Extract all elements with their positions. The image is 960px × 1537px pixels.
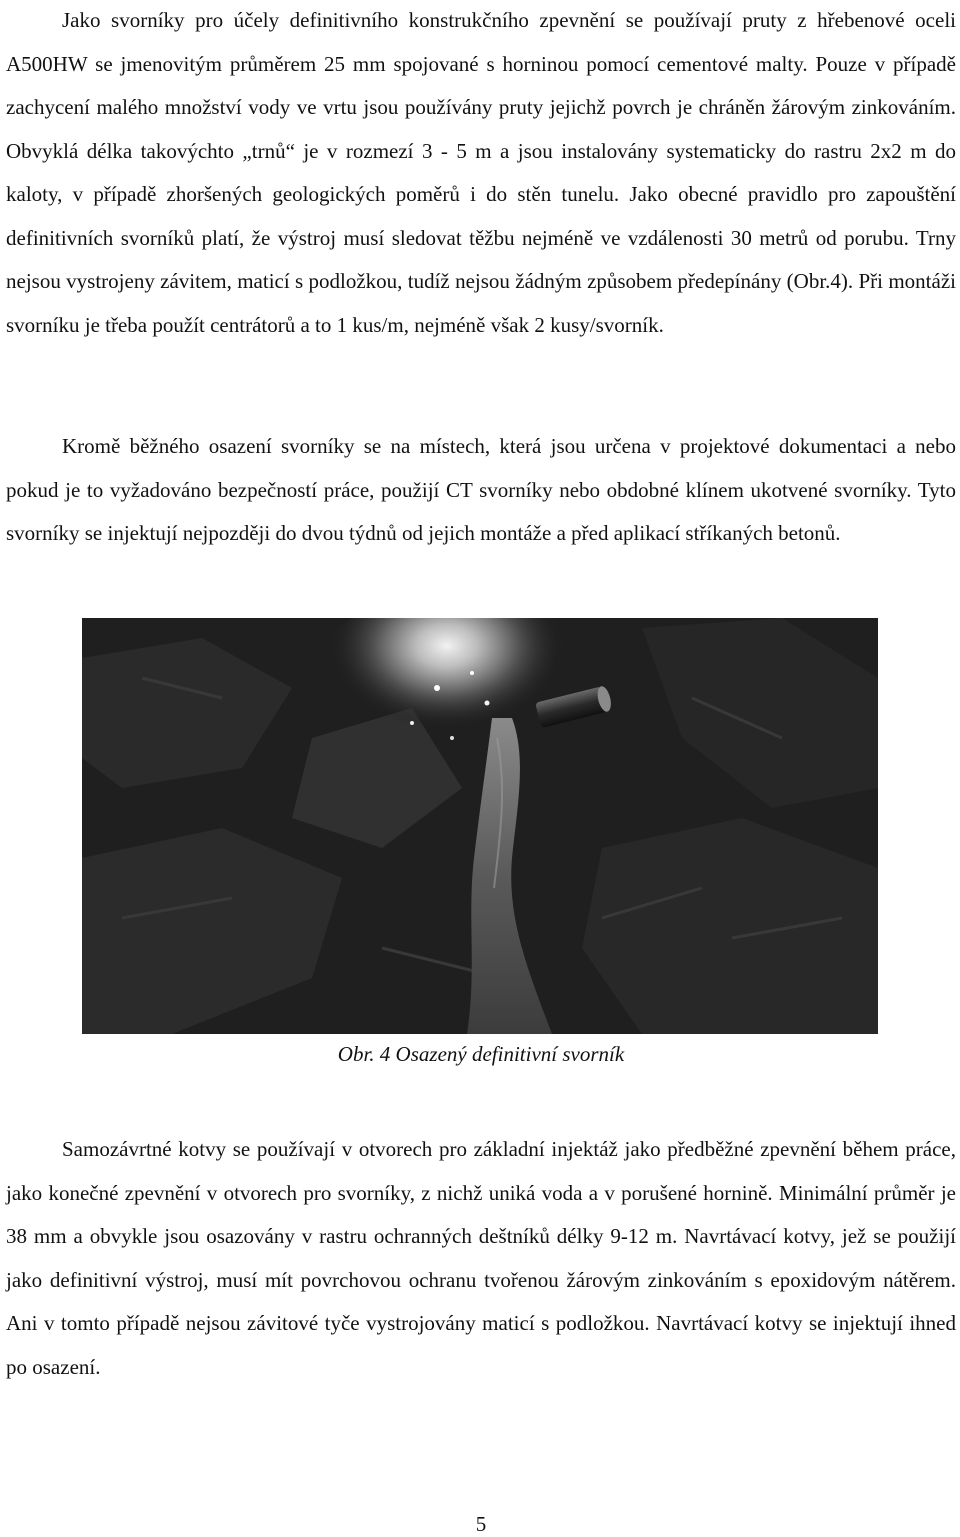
- figure-rock-bolt-photo: [82, 618, 878, 1034]
- paragraph-1: Jako svorníky pro účely definitivního konstrukčního zpevnění se používají pruty z hřebenové oceli A500HW se jmenovitým průměrem 25 mm spojované s horninou pomocí cementové malty. Pouze v případě zachycení malého množství vody ve vrtu jsou používány pruty jejichž povrch je chráněn žárovým zinkováním. Obvyklá délka takovýchto „trnů“ je v rozmezí 3 - 5 m a jsou instalovány systematicky do rastru 2x2 m do kaloty, v případě zhoršených geologických poměrů i do stěn tunelu. Jako obecné pravidlo pro zapouštění definitivních svorníků platí, že výstroj musí sledovat těžbu nejméně ve vzdálenosti 30 metrů od porubu. Trny nejsou vystrojeny závitem, maticí s podložkou, tudíž nejsou žádným způsobem předepínány (Obr.4). Při montáži svorníku je třeba použít centrátorů a to 1 kus/m, nejméně však 2 kusy/svorník.: [6, 8, 956, 337]
- paragraph-2: Kromě běžného osazení svorníky se na místech, která jsou určena v projektové dokumentaci a nebo pokud je to vyžadováno bezpečností práce, použijí CT svorníky nebo obdobné klínem ukotvené svorníky. Tyto svorníky se injektují nejpozději do dvou týdnů od jejich montáže a před aplikací stříkaných betonů.: [6, 434, 956, 545]
- figure-caption: Obr. 4 Osazený definitivní svorník: [337, 1042, 625, 1066]
- paragraph-3: Samozávrtné kotvy se používají v otvorech pro základní injektáž jako předběžné zpevnění během práce, jako konečné zpevnění v otvorech pro svorníky, z nichž uniká voda a v porušené hornině. Minimální průměr je 38 mm a obvykle jsou osazovány v rastru ochranných deštníků délky 9-12 m. Navrtávací kotvy, jež se použijí jako definitivní výstroj, musí mít povrchovou ochranu tvořenou žárovým zinkováním s epoxidovým nátěrem. Ani v tomto případě nejsou závitové tyče vystrojovány maticí s podložkou. Navrtávací kotvy se injektují ihned po osazení.: [6, 1137, 956, 1379]
- rock-bolt-photo-illustration: [82, 618, 878, 1034]
- document-page: [6, 0, 956, 1537]
- page-number: 5: [475, 1512, 487, 1536]
